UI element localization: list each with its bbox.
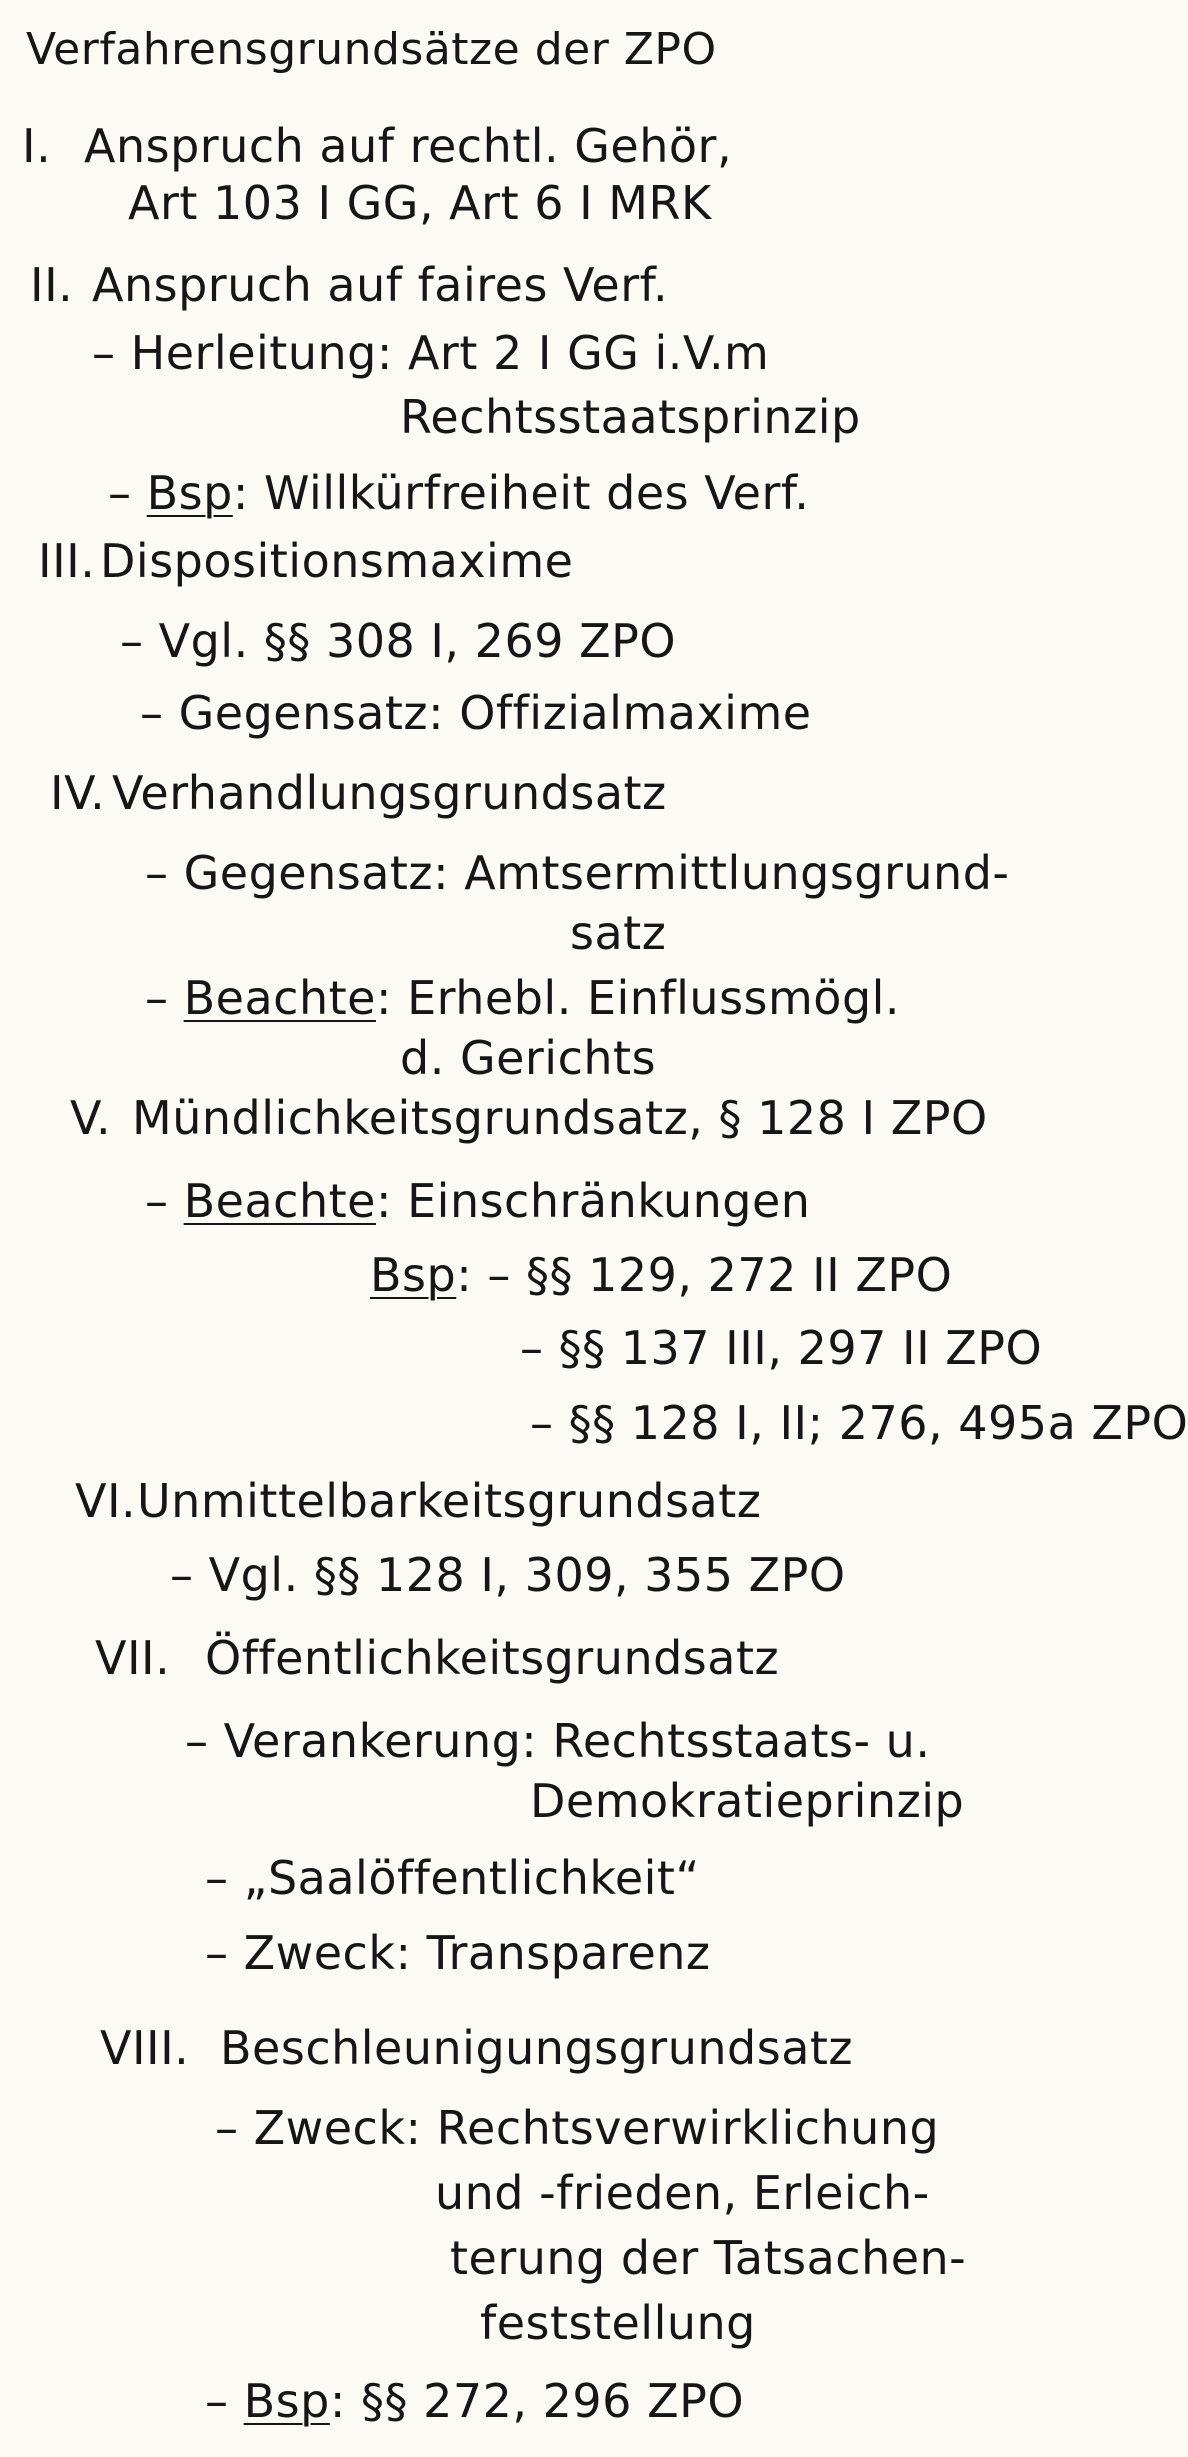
section-3-numeral: III. (38, 534, 96, 588)
section-3-gegensatz-line: – Gegensatz: Offizialmaxime (140, 686, 812, 740)
section-8-numeral: VIII. (100, 2021, 190, 2075)
section-4-numeral: IV. (50, 766, 106, 820)
section-8-heading: Beschleunigungsgrundsatz (220, 2021, 854, 2075)
section-6-numeral: VI. (75, 1474, 137, 1528)
section-5-bsp-item-1: §§ 129, 272 II ZPO (525, 1248, 953, 1302)
section-2-herleitung-line: – Herleitung: Art 2 I GG i.V.m (92, 326, 770, 380)
section-3-vgl-text: Vgl. §§ 308 I, 269 ZPO (158, 614, 677, 668)
section-4-beachte-line: – Beachte: Erhebl. Einflussmögl. (145, 971, 901, 1025)
section-2-heading-line (30, 258, 669, 312)
section-4-beachte-value-cont: d. Gerichts (400, 1031, 657, 1085)
section-4-heading: Verhandlungsgrundsatz (112, 766, 667, 820)
section-8-bsp-label: Bsp (243, 2374, 330, 2428)
section-1-numeral: I. (22, 119, 52, 173)
section-2-heading: Anspruch auf faires Verf. (92, 258, 669, 312)
section-6-vgl-line: – Vgl. §§ 128 I, 309, 355 ZPO (170, 1548, 846, 1602)
section-1-heading: Anspruch auf rechtl. Gehör, (84, 119, 733, 173)
section-5-numeral: V. (70, 1091, 112, 1145)
section-4-gegensatz-label: Gegensatz (183, 846, 434, 900)
section-3-heading: Dispositionsmaxime (100, 534, 574, 588)
section-7-heading: Öffentlichkeitsgrundsatz (205, 1631, 780, 1685)
section-7-zweck-line: – Zweck: Transparenz (205, 1926, 711, 1980)
section-2-numeral: II. (30, 258, 74, 312)
section-4-gegensatz-line: – Gegensatz: Amtsermittlungsgrund- (145, 846, 1010, 900)
section-3-gegensatz-value: Offizialmaxime (459, 686, 812, 740)
section-7-verankerung-line: – Verankerung: Rechtsstaats- u. (185, 1714, 931, 1768)
section-8-zweck-line-1: Rechtsverwirklichung (436, 2101, 940, 2155)
section-3-gegensatz-label: Gegensatz (178, 686, 429, 740)
section-4-heading-line (50, 766, 667, 820)
section-2-bsp-value: Willkürfreiheit des Verf. (263, 466, 810, 520)
section-3-vgl: – Vgl. §§ 308 I, 269 ZPO (120, 614, 677, 668)
section-6-heading-line (75, 1474, 762, 1528)
section-5-bsp-label: Bsp (370, 1248, 457, 1302)
section-5-bsp-line: Bsp: – §§ 129, 272 II ZPO (370, 1248, 953, 1302)
section-7-saal-line: – „Saalöffentlichkeit“ (205, 1851, 700, 1905)
section-7-zweck-label: Zweck (243, 1926, 396, 1980)
section-5-beachte-label: Beachte (183, 1174, 376, 1228)
section-5-heading: Mündlichkeitsgrundsatz, § 128 I ZPO (132, 1091, 988, 1145)
section-2-herleitung-value-cont: Rechtsstaatsprinzip (400, 390, 861, 444)
section-8-heading-line (100, 2021, 854, 2075)
section-5-bsp-item-2-line: – §§ 137 III, 297 II ZPO (520, 1321, 1043, 1375)
section-2-bsp-line: – Bsp: Willkürfreiheit des Verf. (108, 466, 810, 520)
section-6-vgl: Vgl. §§ 128 I, 309, 355 ZPO (208, 1548, 846, 1602)
section-2-herleitung-value: Art 2 I GG i.V.m (407, 326, 770, 380)
section-7-numeral: VII. (95, 1631, 171, 1685)
section-8-zweck-line-4: feststellung (480, 2296, 756, 2350)
section-7-heading-line (95, 1631, 780, 1685)
section-8-bsp-line: – Bsp: §§ 272, 296 ZPO (205, 2374, 745, 2428)
section-4-gegensatz-value: Amtsermittlungsgrund- (464, 846, 1010, 900)
section-8-zweck-line-2: und -frieden, Erleich- (435, 2166, 930, 2220)
section-8-bsp-value: §§ 272, 296 ZPO (360, 2374, 745, 2428)
section-7-verankerung-value: Rechtsstaats- u. (552, 1714, 931, 1768)
section-7-verankerung-value-cont: Demokratieprinzip (530, 1774, 965, 1828)
section-2-bsp-label: Bsp (146, 466, 233, 520)
section-5-beachte-value: Einschränkungen (407, 1174, 811, 1228)
section-1-heading-line (22, 119, 733, 173)
section-4-gegensatz-value-cont: satz (570, 906, 667, 960)
section-4-beachte-label: Beachte (183, 971, 376, 1025)
section-5-bsp-item-3-line: – §§ 128 I, II; 276, 495a ZPO (530, 1396, 1188, 1450)
section-8-zweck-line-3: terung der Tatsachen- (450, 2231, 967, 2285)
section-2-herleitung-label: Herleitung (130, 326, 377, 380)
section-5-beachte-line: – Beachte: Einschränkungen (145, 1174, 811, 1228)
section-5-heading-line (70, 1091, 988, 1145)
section-6-heading: Unmittelbarkeitsgrundsatz (137, 1474, 762, 1528)
section-5-bsp-item-2: §§ 137 III, 297 II ZPO (558, 1321, 1043, 1375)
section-8-zweck-label: Zweck (253, 2101, 406, 2155)
section-4-beachte-value: Erhebl. Einflussmögl. (407, 971, 901, 1025)
section-5-bsp-item-3: §§ 128 I, II; 276, 495a ZPO (568, 1396, 1188, 1450)
section-7-verankerung-label: Verankerung (223, 1714, 522, 1768)
page-title: Verfahrensgrundsätze der ZPO (26, 24, 717, 75)
section-8-zweck-line: – Zweck: Rechtsverwirklichung (215, 2101, 940, 2155)
section-7-zweck-value: Transparenz (426, 1926, 711, 1980)
section-3-heading-line (38, 534, 574, 588)
section-1-heading-cont: Art 103 I GG, Art 6 I MRK (128, 176, 712, 230)
section-7-saal: „Saalöffentlichkeit“ (243, 1851, 700, 1905)
